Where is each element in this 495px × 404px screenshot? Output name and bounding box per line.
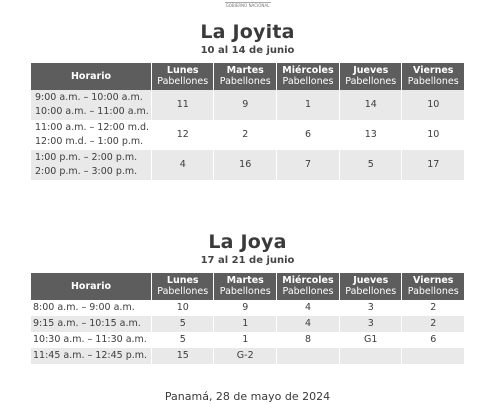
header-day: Miércoles Pabellones	[276, 63, 339, 90]
table-row	[31, 348, 464, 364]
header-horario: Horario	[31, 273, 151, 300]
value-cell: G-2	[213, 348, 275, 364]
value-cell: 10	[401, 90, 464, 120]
time-cell: 9:00 a.m. – 10:00 a.m. 10:00 a.m. – 11:00 a.m.	[31, 90, 151, 120]
section-dates: 10 al 14 de junio	[200, 45, 295, 56]
time-cell: 10:30 a.m. – 11:30 a.m.	[33, 334, 147, 345]
value-cell: 10	[401, 120, 464, 150]
header-day: Lunes Pabellones	[151, 63, 213, 90]
value-cell: 11	[151, 90, 213, 120]
value-cell: 7	[276, 150, 339, 180]
value-cell: 9	[213, 300, 275, 316]
table-row	[31, 120, 464, 150]
government-header	[0, 0, 495, 10]
footer-date: Panamá, 28 de mayo de 2024	[164, 390, 331, 403]
schedule-table	[31, 273, 464, 364]
government-label: GOBIERNO NACIONAL	[225, 3, 270, 8]
value-cell	[401, 348, 464, 364]
time-cell: 11:00 a.m. – 12:00 m.d. 12:00 m.d. – 1:00 p.m.	[35, 122, 150, 147]
value-cell: 6	[401, 332, 464, 348]
value-cell: 5	[151, 332, 213, 348]
value-cell: 9	[213, 90, 275, 120]
value-cell	[339, 348, 401, 364]
value-cell: 1	[213, 316, 275, 332]
header-horario: Horario	[31, 63, 151, 90]
table-row	[31, 300, 464, 316]
value-cell: 4	[151, 150, 213, 180]
schedule-section-la-joya	[31, 230, 464, 364]
schedule-section-la-joyita	[31, 20, 464, 180]
schedule-table	[31, 63, 464, 180]
header-day: Miércoles Pabellones	[276, 273, 339, 300]
value-cell: 3	[339, 316, 401, 332]
value-cell: 4	[276, 316, 339, 332]
header-day: Jueves Pabellones	[339, 63, 401, 90]
section-title: La Joyita	[200, 21, 295, 43]
value-cell: 13	[339, 120, 401, 150]
time-cell: 9:15 a.m. – 10:15 a.m.	[31, 316, 151, 332]
time-cell: 1:00 p.m. – 2:00 p.m. 2:00 p.m. – 3:00 p.m.	[31, 150, 151, 180]
time-cell: 8:00 a.m. – 9:00 a.m.	[33, 302, 135, 313]
header-day: Martes Pabellones	[213, 273, 275, 300]
value-cell: 1	[213, 332, 275, 348]
table-row	[31, 90, 464, 120]
value-cell: 3	[339, 300, 401, 316]
value-cell: 4	[276, 300, 339, 316]
value-cell: 6	[276, 120, 339, 150]
header-day: Lunes Pabellones	[151, 273, 213, 300]
value-cell	[276, 348, 339, 364]
table-row	[31, 332, 464, 348]
value-cell: G1	[339, 332, 401, 348]
value-cell: 1	[276, 90, 339, 120]
header-day: Jueves Pabellones	[339, 273, 401, 300]
value-cell: 12	[151, 120, 213, 150]
value-cell: 5	[151, 316, 213, 332]
header-day: Martes Pabellones	[213, 63, 275, 90]
table-row	[31, 150, 464, 180]
time-cell: 11:45 a.m. – 12:45 p.m.	[31, 348, 151, 364]
section-dates: 17 al 21 de junio	[200, 255, 295, 266]
value-cell: 2	[401, 300, 464, 316]
value-cell: 17	[401, 150, 464, 180]
value-cell: 8	[276, 332, 339, 348]
section-title: La Joya	[208, 231, 287, 253]
value-cell: 2	[213, 120, 275, 150]
value-cell: 15	[151, 348, 213, 364]
value-cell: 5	[339, 150, 401, 180]
table-header-row	[31, 63, 464, 90]
value-cell: 10	[151, 300, 213, 316]
header-day: Viernes Pabellones	[401, 273, 464, 300]
table-header-row	[31, 273, 464, 300]
value-cell: 2	[401, 316, 464, 332]
table-row	[31, 316, 464, 332]
value-cell: 16	[213, 150, 275, 180]
header-day: Viernes Pabellones	[401, 63, 464, 90]
value-cell: 14	[339, 90, 401, 120]
